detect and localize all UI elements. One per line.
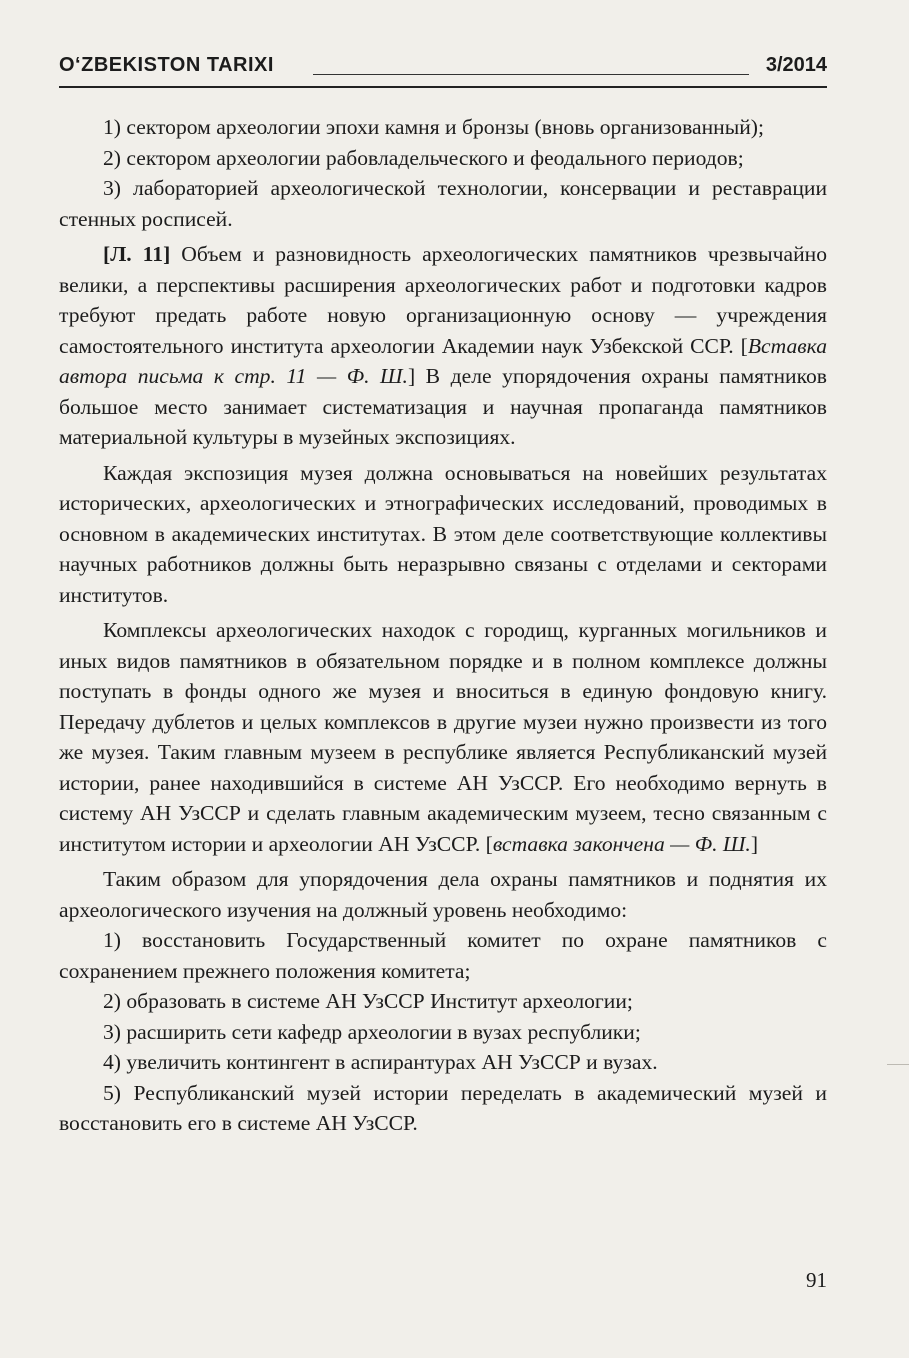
sheet-label: [Л. 11] bbox=[103, 242, 171, 266]
insert-end-note: вставка закончена — Ф. Ш. bbox=[492, 831, 751, 856]
recommendation-item: 1) восстановить Государственный комитет по охране памятников с сохранением прежнего положения комитета; bbox=[59, 928, 827, 983]
recommendation-item: 4) увеличить контингент в аспирантурах АН УзССР и вузах. bbox=[103, 1050, 658, 1074]
recommendation-item: 2) образовать в системе АН УзССР Институт археологии; bbox=[103, 989, 633, 1013]
issue-number: 3/2014 bbox=[765, 54, 827, 76]
paragraph-l11 bbox=[59, 239, 827, 453]
paragraph-l11-text-b: ] В деле упорядочения охраны памятников большое место занимает систематизация и научная пропаганда памятников материальной культуры в музейных экспозициях. bbox=[59, 364, 827, 449]
running-header bbox=[59, 50, 827, 88]
paragraph-complexes-text: Комплексы археологических находок с городищ, курганных могильников и иных видов памятников в обязательном порядке и в полном комплексе должны поступать в фонды одного же музея и вноситься в единую фондовую книгу. Передачу дублетов и целых комплексов в другие музеи нужно произвести из того же музея. Таким главным музеем в республике является Республиканский музей истории, ранее находившийся в системе АН УзССР. Его необходимо вернуть в систему АН УзССР и сделать главным академическим музеем, тесно связанным с институтом истории и археологии АН УзССР. [ bbox=[59, 618, 827, 856]
list-item-lab-technology: 3) лабораторией археологической технологии, консервации и реставрации стенных росписей. bbox=[59, 176, 827, 231]
page-number: 91 bbox=[806, 1268, 827, 1292]
paragraph-conclusion: Таким образом для упорядочения дела охраны памятников и поднятия их археологического изучения на должный уровень необходимо: bbox=[59, 867, 827, 922]
insert-note: Вставка автора письма к стр. 11 — Ф. Ш. bbox=[59, 333, 827, 388]
insert-end-bracket: ] bbox=[750, 831, 759, 856]
journal-title: O‘ZBEKISTON TARIXI bbox=[59, 54, 274, 76]
margin-mark bbox=[887, 1064, 909, 1065]
header-rule bbox=[313, 74, 749, 75]
list-item-sector-slave-feudal: 2) сектором археологии рабовладельческого и феодального периодов; bbox=[103, 145, 744, 170]
recommendation-item: 5) Республиканский музей истории переделать в академический музей и восстановить его в системе АН УзССР. bbox=[59, 1080, 827, 1135]
paragraph-exposition: Каждая экспозиция музея должна основываться на новейших результатах исторических, археологических и этнографических исследований, проводимых в основном в академических институтах. В этом деле соответствующие коллективы научных работников должны быть неразрывно связаны с отделами и секторами институтов. bbox=[59, 460, 827, 607]
paragraph-complexes bbox=[59, 615, 827, 859]
article-body bbox=[59, 112, 827, 1139]
paragraph-l11-text-a: Объем и разновидность археологических памятников чрезвычайно велики, а перспективы расширения археологических работ и подготовки кадров требуют предать работе новую организационную основу — учреждения самостоятельного института археологии Академии наук Узбекской ССР. [ bbox=[59, 242, 827, 358]
recommendation-item: 3) расширить сети кафедр археологии в вузах республики; bbox=[103, 1019, 641, 1044]
list-item-sector-stone-bronze: 1) сектором археологии эпохи камня и бронзы (вновь организованный); bbox=[103, 115, 764, 139]
